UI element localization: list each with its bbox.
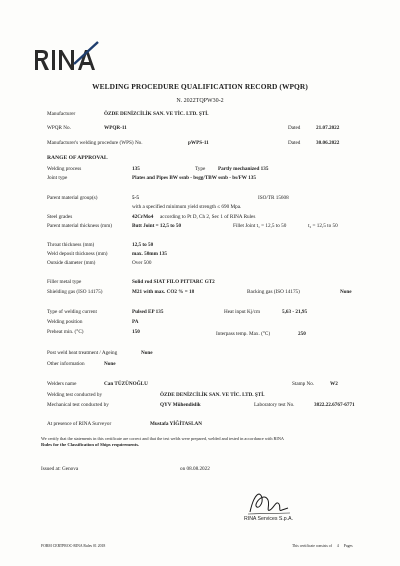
lab-test-label: Laboratory test No. [254,402,295,408]
shielding-value: M21 with max. CO2 % = 18 [132,289,195,295]
deposit-label: Weld deposit thickness (mm) [47,251,108,257]
throat-label: Throat thickness (mm) [47,242,95,248]
form-code: FORM CERTPROC-RINA Rules 01 2018 [41,544,106,548]
rina-logo [34,40,104,74]
parent-group-value: 5-5 [132,195,139,201]
document-title: WELDING PROCEDURE QUALIFICATION RECORD (WPQR) [92,82,308,91]
wpqr-value: WPQR-11 [104,125,127,131]
certification-statement: We certify that the statements in this certificate are correct and that the test welds were prepared, welded and tested in accordance with RINA [41,436,285,441]
wps-value: pWPS-11 [188,140,209,146]
yield-note: with a specified minimum yield strength ≤ 690 Mpa. [132,204,242,210]
manufacturer-value: ÖZDE DENİZCİLİK SAN. VE TİC. LTD. ŞTİ. [104,111,209,117]
preheat-label: Preheat min. (°C) [47,329,84,335]
process-value: 135 [132,166,140,172]
surveyor-value: Mustafa YİĞİTASLAN [150,421,203,427]
pwht-value: None [141,350,153,356]
joint-label: Joint type [47,175,68,181]
issued-date: on 08.08.2022 [180,466,210,472]
filler-label: Filler metal type [47,279,82,285]
fillet-t2-value: t₂ = 12,5 to 50 [308,223,338,229]
pwht-label: Post weld heat treatment / Ageing [47,350,118,356]
welding-test-label: Welding test conducted by [47,392,103,398]
wps-dated-label: Dated [288,140,301,146]
current-value: Pulsed EP 135 [132,309,164,315]
range-heading: RANGE OF APPROVAL [47,155,108,161]
wpqr-dated-label: Dated [288,125,301,131]
fillet-joint-value: Fillet Joint t₁ = 12,5 to 50 [233,223,287,229]
stamp-label: Stamp No. [292,381,315,387]
mech-test-value: QYV Mühendislik [160,402,201,408]
joint-value: Plates and Pipes BW ssnb - bsgg/TBW ssnb - bs/FW 135 [132,175,256,181]
page-note [292,544,353,548]
lab-test-value: 3822.22.6767-6771 [314,402,355,408]
filler-value: Solid rod SIAT FILO PITTARC GT2 [132,279,215,285]
wpqr-label: WPQR No. [47,125,71,131]
diameter-value: Over 500 [132,260,152,266]
backing-value: None [340,289,352,295]
signature [246,488,292,518]
stamp-value: W2 [330,381,338,387]
welder-value: Can TÜZÜNOĞLU [104,381,148,387]
backing-label: Backing gas (ISO 14175) [247,289,300,295]
document-number: N. 2022TQPW30-2 [176,98,224,104]
issued-place: Issued at: Genova [41,466,79,472]
page-count: 4 [336,544,339,548]
heat-input-label: Heat input Kj/cm [224,309,261,315]
welding-test-value: ÖZDE DENİZCİLİK SAN. VE TİC. LTD. ŞTİ. [160,392,265,398]
deposit-value: max. 50mm 135 [132,251,168,257]
shielding-label: Shielding gas (ISO 14175) [47,289,103,295]
position-value: PA [132,319,139,325]
signatory: RINA Services S.p.A. [244,516,294,522]
thickness-label: Parent material thickness (mm) [47,223,112,229]
parent-group-standard: ISO/TR 15608 [258,195,289,201]
wps-label: Manufacturer's welding procedure (WPS) No. [47,140,143,146]
manufacturer-label: Manufacturer [47,111,76,117]
steel-value: 42CrMo4 [132,214,154,220]
position-label: Welding position [47,319,83,325]
surveyor-label: At presence of RINA Surveyor [47,421,112,427]
diameter-label: Outside diameter (mm) [47,260,96,266]
page-note-text: This certificate consists of [292,544,332,548]
process-label: Welding process [47,166,82,172]
wps-date: 30.06.2022 [316,140,340,146]
page-word: Pages [343,544,353,548]
type-value: Partly mechanized 135 [218,166,269,172]
steel-note: according to Pt D, Ch 2, Sec 1 of RINA Rules [160,214,256,220]
interpass-label: Interpass temp. Max. (°C) [216,331,271,337]
welder-label: Welders name [47,381,77,387]
type-label: Type [195,166,206,172]
interpass-value: 250 [298,331,306,337]
current-label: Type of welding current [47,309,97,315]
wpqr-date: 21.07.2022 [316,125,340,131]
mech-test-label: Mechanical test conducted by [47,402,109,408]
butt-joint-value: Butt Joint = 12,5 to 50 [132,223,182,229]
throat-value: 12,5 to 50 [132,242,154,248]
heat-input-value: 5,63 - 21,95 [282,309,308,315]
steel-label: Steel grades [47,214,73,220]
preheat-value: 150 [132,329,140,335]
other-info-label: Other information [47,361,85,367]
parent-group-label: Parent material group(s) [47,195,98,201]
other-info-value: None [104,361,116,367]
certification-rules: Rules for the Classification of Ships requirements. [41,442,140,447]
